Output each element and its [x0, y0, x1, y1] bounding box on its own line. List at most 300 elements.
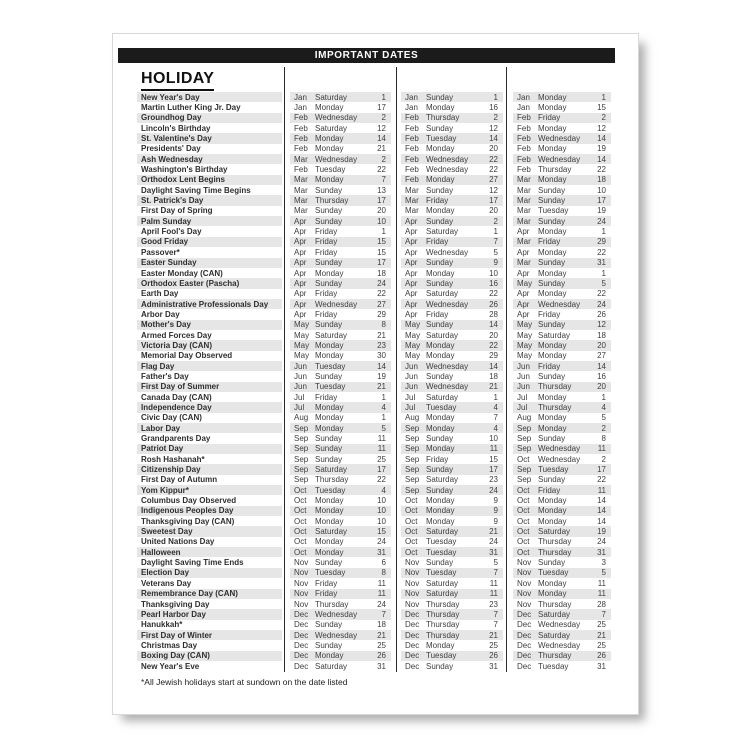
date-cell-year3 — [513, 154, 611, 164]
date-cell-year2 — [401, 433, 503, 443]
month-label: Apr — [405, 289, 418, 299]
date-cell-year2 — [401, 278, 503, 288]
day-number: 23 — [489, 599, 498, 609]
date-cell-year1 — [290, 413, 391, 423]
month-label: Oct — [405, 496, 418, 506]
date-cell-year2 — [401, 237, 503, 247]
date-cell-year2 — [401, 475, 503, 485]
weekday-label: Saturday — [426, 227, 459, 237]
day-number: 11 — [489, 589, 498, 599]
column-gap — [391, 475, 401, 485]
day-number: 20 — [597, 382, 606, 392]
month-label: Dec — [405, 620, 420, 630]
month-label: Apr — [294, 278, 307, 288]
table-row — [137, 464, 611, 474]
weekday-label: Sunday — [426, 258, 454, 268]
date-cell-year1 — [290, 164, 391, 174]
date-cell-year1 — [290, 609, 391, 619]
date-cell-year2 — [401, 382, 503, 392]
day-number: 18 — [489, 371, 498, 381]
date-cell-year2 — [401, 392, 503, 402]
column-gap — [282, 299, 290, 309]
month-label: Mar — [517, 216, 531, 226]
month-label: Mar — [294, 185, 308, 195]
day-number: 31 — [489, 661, 498, 671]
month-label: Oct — [405, 516, 418, 526]
table-row — [137, 516, 611, 526]
day-number: 24 — [377, 278, 386, 288]
holiday-name: Victoria Day (CAN) — [137, 340, 282, 350]
column-gap — [503, 640, 513, 650]
holiday-name: Christmas Day — [141, 640, 198, 650]
column-gap — [391, 651, 401, 661]
day-number: 9 — [493, 506, 498, 516]
month-label: Mar — [405, 196, 419, 206]
weekday-label: Wednesday — [538, 620, 581, 630]
day-number: 11 — [597, 578, 606, 588]
column-gap — [391, 402, 401, 412]
table-row — [137, 330, 611, 340]
table-row — [137, 216, 611, 226]
column-gap — [503, 402, 513, 412]
day-number: 2 — [381, 113, 386, 123]
day-number: 19 — [597, 144, 606, 154]
date-cell-year1 — [290, 485, 391, 495]
month-label: Oct — [294, 527, 307, 537]
weekday-label: Sunday — [426, 558, 454, 568]
date-cell-year3 — [513, 330, 611, 340]
weekday-label: Wednesday — [315, 154, 358, 164]
month-label: Dec — [294, 620, 309, 630]
weekday-label: Saturday — [426, 589, 459, 599]
weekday-label: Sunday — [538, 278, 566, 288]
date-cell-year3 — [513, 392, 611, 402]
month-label: Sep — [294, 434, 309, 444]
column-gap — [391, 102, 401, 112]
weekday-label: Wednesday — [426, 247, 469, 257]
weekday-label: Sunday — [315, 320, 343, 330]
month-label: Jul — [294, 402, 305, 412]
date-cell-year1 — [290, 185, 391, 195]
weekday-label: Sunday — [315, 371, 343, 381]
column-gap — [282, 133, 290, 143]
weekday-label: Monday — [538, 144, 567, 154]
weekday-label: Monday — [426, 340, 455, 350]
date-cell-year3 — [513, 258, 611, 268]
day-number: 2 — [601, 113, 606, 123]
month-label: Apr — [405, 237, 418, 247]
day-number: 1 — [493, 227, 498, 237]
column-gap — [282, 413, 290, 423]
holiday-name: Armed Forces Day — [141, 330, 212, 340]
date-cell-year3 — [513, 475, 611, 485]
date-cell-year1 — [290, 599, 391, 609]
day-number: 12 — [597, 123, 606, 133]
month-label: Apr — [405, 216, 418, 226]
date-cell-year1 — [290, 557, 391, 567]
date-cell-year3 — [513, 464, 611, 474]
table-row — [137, 258, 611, 268]
day-number: 30 — [377, 351, 386, 361]
day-number: 2 — [381, 154, 386, 164]
date-cell-year1 — [290, 423, 391, 433]
date-cell-year1 — [290, 113, 391, 123]
month-label: Apr — [294, 258, 307, 268]
weekday-label: Sunday — [538, 475, 566, 485]
weekday-label: Wednesday — [538, 134, 581, 144]
day-number: 12 — [489, 185, 498, 195]
column-gap — [282, 247, 290, 257]
month-label: Mar — [517, 237, 531, 247]
day-number: 10 — [489, 434, 498, 444]
column-gap — [391, 206, 401, 216]
column-gap — [503, 361, 513, 371]
month-label: Jan — [517, 92, 530, 102]
holiday-name: Labor Day — [137, 423, 282, 433]
column-gap — [503, 485, 513, 495]
weekday-label: Monday — [538, 268, 567, 278]
day-number: 4 — [381, 402, 386, 412]
weekday-label: Wednesday — [426, 382, 469, 392]
weekday-label: Monday — [538, 340, 567, 350]
date-cell-year1 — [290, 133, 391, 143]
month-label: Feb — [405, 154, 419, 164]
month-label: Jun — [294, 371, 307, 381]
table-row — [137, 320, 611, 330]
day-number: 25 — [377, 454, 386, 464]
weekday-label: Thursday — [426, 599, 460, 609]
table-row — [137, 278, 611, 288]
date-cell-year1 — [290, 330, 391, 340]
weekday-label: Monday — [538, 175, 567, 185]
day-number: 1 — [381, 227, 386, 237]
column-gap — [391, 226, 401, 236]
column-gap — [503, 154, 513, 164]
weekday-label: Monday — [538, 589, 567, 599]
date-cell-year3 — [513, 237, 611, 247]
table-row — [137, 237, 611, 247]
date-cell-year2 — [401, 195, 503, 205]
column-gap — [391, 392, 401, 402]
holiday-name: Indigenous Peoples Day — [137, 506, 282, 516]
month-label: Apr — [517, 289, 530, 299]
date-cell-year2 — [401, 247, 503, 257]
day-number: 19 — [597, 206, 606, 216]
month-label: Oct — [294, 547, 307, 557]
date-cell-year2 — [401, 506, 503, 516]
day-number: 25 — [597, 620, 606, 630]
month-label: May — [517, 320, 533, 330]
month-label: Feb — [517, 154, 531, 164]
weekday-label: Sunday — [538, 185, 566, 195]
day-number: 11 — [597, 589, 606, 599]
date-cell-year1 — [290, 268, 391, 278]
day-number: 5 — [493, 558, 498, 568]
weekday-label: Thursday — [426, 620, 460, 630]
day-number: 7 — [381, 175, 386, 185]
column-gap — [391, 526, 401, 536]
month-label: Jul — [517, 392, 528, 402]
day-number: 11 — [597, 485, 606, 495]
column-gap — [282, 268, 290, 278]
weekday-label: Monday — [538, 289, 567, 299]
day-number: 22 — [597, 289, 606, 299]
day-number: 29 — [489, 351, 498, 361]
date-cell-year3 — [513, 444, 611, 454]
weekday-label: Monday — [426, 516, 455, 526]
date-cell-year3 — [513, 175, 611, 185]
day-number: 17 — [377, 465, 386, 475]
date-cell-year3 — [513, 557, 611, 567]
day-number: 19 — [597, 527, 606, 537]
planner-page — [112, 33, 639, 715]
month-label: Feb — [517, 113, 531, 123]
column-gap — [503, 557, 513, 567]
weekday-label: Wednesday — [538, 154, 581, 164]
column-gap — [503, 113, 513, 123]
day-number: 12 — [597, 320, 606, 330]
holiday-name: April Fool's Day — [141, 227, 202, 237]
date-cell-year1 — [290, 547, 391, 557]
date-cell-year1 — [290, 195, 391, 205]
holiday-name: Remembrance Day (CAN) — [137, 589, 282, 599]
column-gap — [503, 289, 513, 299]
weekday-label: Wednesday — [315, 299, 358, 309]
date-cell-year1 — [290, 537, 391, 547]
column-gap — [391, 340, 401, 350]
holiday-name: Arbor Day — [141, 309, 180, 319]
weekday-label: Monday — [538, 516, 567, 526]
month-label: Apr — [405, 247, 418, 257]
weekday-label: Friday — [315, 247, 338, 257]
holiday-name: New Year's Eve — [141, 661, 200, 671]
table-row — [137, 340, 611, 350]
month-label: May — [405, 351, 421, 361]
weekday-label: Tuesday — [426, 402, 457, 412]
holiday-name: Veterans Day — [141, 578, 192, 588]
day-number: 20 — [489, 144, 498, 154]
month-label: Jun — [405, 361, 418, 371]
month-label: Apr — [294, 216, 307, 226]
table-row — [137, 92, 611, 102]
month-label: Mar — [517, 196, 531, 206]
column-gap — [503, 278, 513, 288]
month-label: Sep — [294, 423, 309, 433]
column-gap — [503, 175, 513, 185]
important-dates-banner — [118, 48, 615, 63]
weekday-label: Sunday — [538, 258, 566, 268]
weekday-label: Tuesday — [426, 134, 457, 144]
date-cell-year2 — [401, 320, 503, 330]
table-row — [137, 123, 611, 133]
day-number: 22 — [489, 165, 498, 175]
date-cell-year3 — [513, 402, 611, 412]
column-gap — [391, 351, 401, 361]
month-label: Oct — [405, 506, 418, 516]
table-row — [137, 382, 611, 392]
day-number: 21 — [489, 630, 498, 640]
holiday-name: First Day of Autumn — [141, 475, 218, 485]
column-gap — [391, 382, 401, 392]
table-row — [137, 578, 611, 588]
column-gap — [503, 92, 513, 102]
date-cell-year1 — [290, 144, 391, 154]
holiday-name: Hanukkah* — [141, 620, 183, 630]
day-number: 21 — [489, 527, 498, 537]
weekday-label: Saturday — [315, 92, 348, 102]
month-label: Mar — [517, 185, 531, 195]
date-cell-year1 — [290, 247, 391, 257]
day-number: 14 — [597, 496, 606, 506]
holiday-name: Columbus Day Observed — [141, 496, 237, 506]
column-gap — [282, 444, 290, 454]
column-gap — [282, 144, 290, 154]
day-number: 14 — [377, 361, 386, 371]
weekday-label: Tuesday — [315, 165, 346, 175]
weekday-label: Tuesday — [426, 547, 457, 557]
day-number: 28 — [597, 599, 606, 609]
day-number: 22 — [377, 165, 386, 175]
day-number: 7 — [493, 620, 498, 630]
holiday-table-rows — [137, 92, 611, 671]
day-number: 4 — [601, 402, 606, 412]
column-gap — [282, 557, 290, 567]
weekday-label: Monday — [538, 496, 567, 506]
month-label: Mar — [405, 206, 419, 216]
table-row — [137, 651, 611, 661]
table-row — [137, 454, 611, 464]
month-label: Mar — [294, 206, 308, 216]
month-label: Jul — [405, 402, 416, 412]
weekday-label: Monday — [426, 268, 455, 278]
month-label: Sep — [405, 475, 420, 485]
date-cell-year3 — [513, 589, 611, 599]
column-gap — [503, 475, 513, 485]
month-label: May — [517, 340, 533, 350]
weekday-label: Monday — [426, 640, 455, 650]
column-gap — [391, 640, 401, 650]
weekday-label: Sunday — [538, 320, 566, 330]
weekday-label: Monday — [315, 134, 344, 144]
month-label: Oct — [517, 516, 530, 526]
date-cell-year1 — [290, 351, 391, 361]
table-row — [137, 195, 611, 205]
day-number: 7 — [493, 609, 498, 619]
day-number: 21 — [377, 330, 386, 340]
column-gap — [503, 651, 513, 661]
day-number: 17 — [597, 196, 606, 206]
table-row — [137, 133, 611, 143]
day-number: 7 — [381, 609, 386, 619]
day-number: 11 — [489, 444, 498, 454]
month-label: Apr — [405, 258, 418, 268]
column-gap — [282, 506, 290, 516]
day-number: 15 — [489, 454, 498, 464]
holiday-name: Rosh Hashanah* — [141, 454, 205, 464]
month-label: Feb — [405, 175, 419, 185]
month-label: Dec — [294, 640, 309, 650]
date-cell-year2 — [401, 216, 503, 226]
weekday-label: Sunday — [315, 454, 343, 464]
holiday-name: Mother's Day — [137, 320, 282, 330]
column-gap — [503, 392, 513, 402]
day-number: 24 — [597, 537, 606, 547]
column-gap — [391, 175, 401, 185]
day-number: 26 — [597, 651, 606, 661]
weekday-label: Thursday — [426, 609, 460, 619]
column-gap — [391, 578, 401, 588]
day-number: 14 — [489, 361, 498, 371]
weekday-label: Friday — [315, 309, 338, 319]
day-number: 14 — [597, 361, 606, 371]
day-number: 5 — [601, 568, 606, 578]
date-cell-year1 — [290, 506, 391, 516]
date-cell-year3 — [513, 247, 611, 257]
weekday-label: Friday — [538, 361, 561, 371]
day-number: 14 — [597, 516, 606, 526]
holiday-name: Ash Wednesday — [137, 154, 282, 164]
date-cell-year3 — [513, 309, 611, 319]
weekday-label: Sunday — [538, 196, 566, 206]
weekday-label: Monday — [315, 496, 344, 506]
day-number: 22 — [377, 475, 386, 485]
month-label: Feb — [294, 113, 308, 123]
day-number: 18 — [377, 620, 386, 630]
date-cell-year1 — [290, 299, 391, 309]
column-gap — [282, 392, 290, 402]
weekday-label: Monday — [315, 340, 344, 350]
day-number: 11 — [597, 444, 606, 454]
column-gap — [282, 289, 290, 299]
month-label: Dec — [517, 630, 532, 640]
jewish-holidays-footnote: *All Jewish holidays start at sundown on the date listed — [141, 677, 348, 687]
day-number: 11 — [377, 589, 386, 599]
month-label: Feb — [294, 123, 308, 133]
table-row — [137, 351, 611, 361]
weekday-label: Saturday — [315, 330, 348, 340]
date-cell-year1 — [290, 154, 391, 164]
table-row — [137, 144, 611, 154]
holiday-name: Citizenship Day — [137, 464, 282, 474]
date-cell-year3 — [513, 133, 611, 143]
weekday-label: Saturday — [315, 527, 348, 537]
month-label: May — [294, 320, 310, 330]
date-cell-year1 — [290, 589, 391, 599]
day-number: 19 — [377, 371, 386, 381]
month-label: Nov — [517, 558, 532, 568]
column-gap — [282, 547, 290, 557]
column-gap — [282, 330, 290, 340]
weekday-label: Monday — [426, 413, 455, 423]
day-number: 25 — [597, 640, 606, 650]
weekday-label: Thursday — [538, 547, 572, 557]
month-label: Mar — [517, 175, 531, 185]
month-label: Jun — [517, 382, 530, 392]
date-cell-year1 — [290, 340, 391, 350]
holiday-name: Canada Day (CAN) — [141, 392, 212, 402]
date-cell-year1 — [290, 640, 391, 650]
date-cell-year3 — [513, 144, 611, 154]
day-number: 1 — [493, 92, 498, 102]
day-number: 31 — [597, 661, 606, 671]
weekday-label: Sunday — [538, 434, 566, 444]
weekday-label: Friday — [538, 309, 561, 319]
month-label: Apr — [405, 299, 418, 309]
column-gap — [503, 164, 513, 174]
weekday-label: Sunday — [315, 258, 343, 268]
month-label: Nov — [517, 599, 532, 609]
date-cell-year3 — [513, 537, 611, 547]
